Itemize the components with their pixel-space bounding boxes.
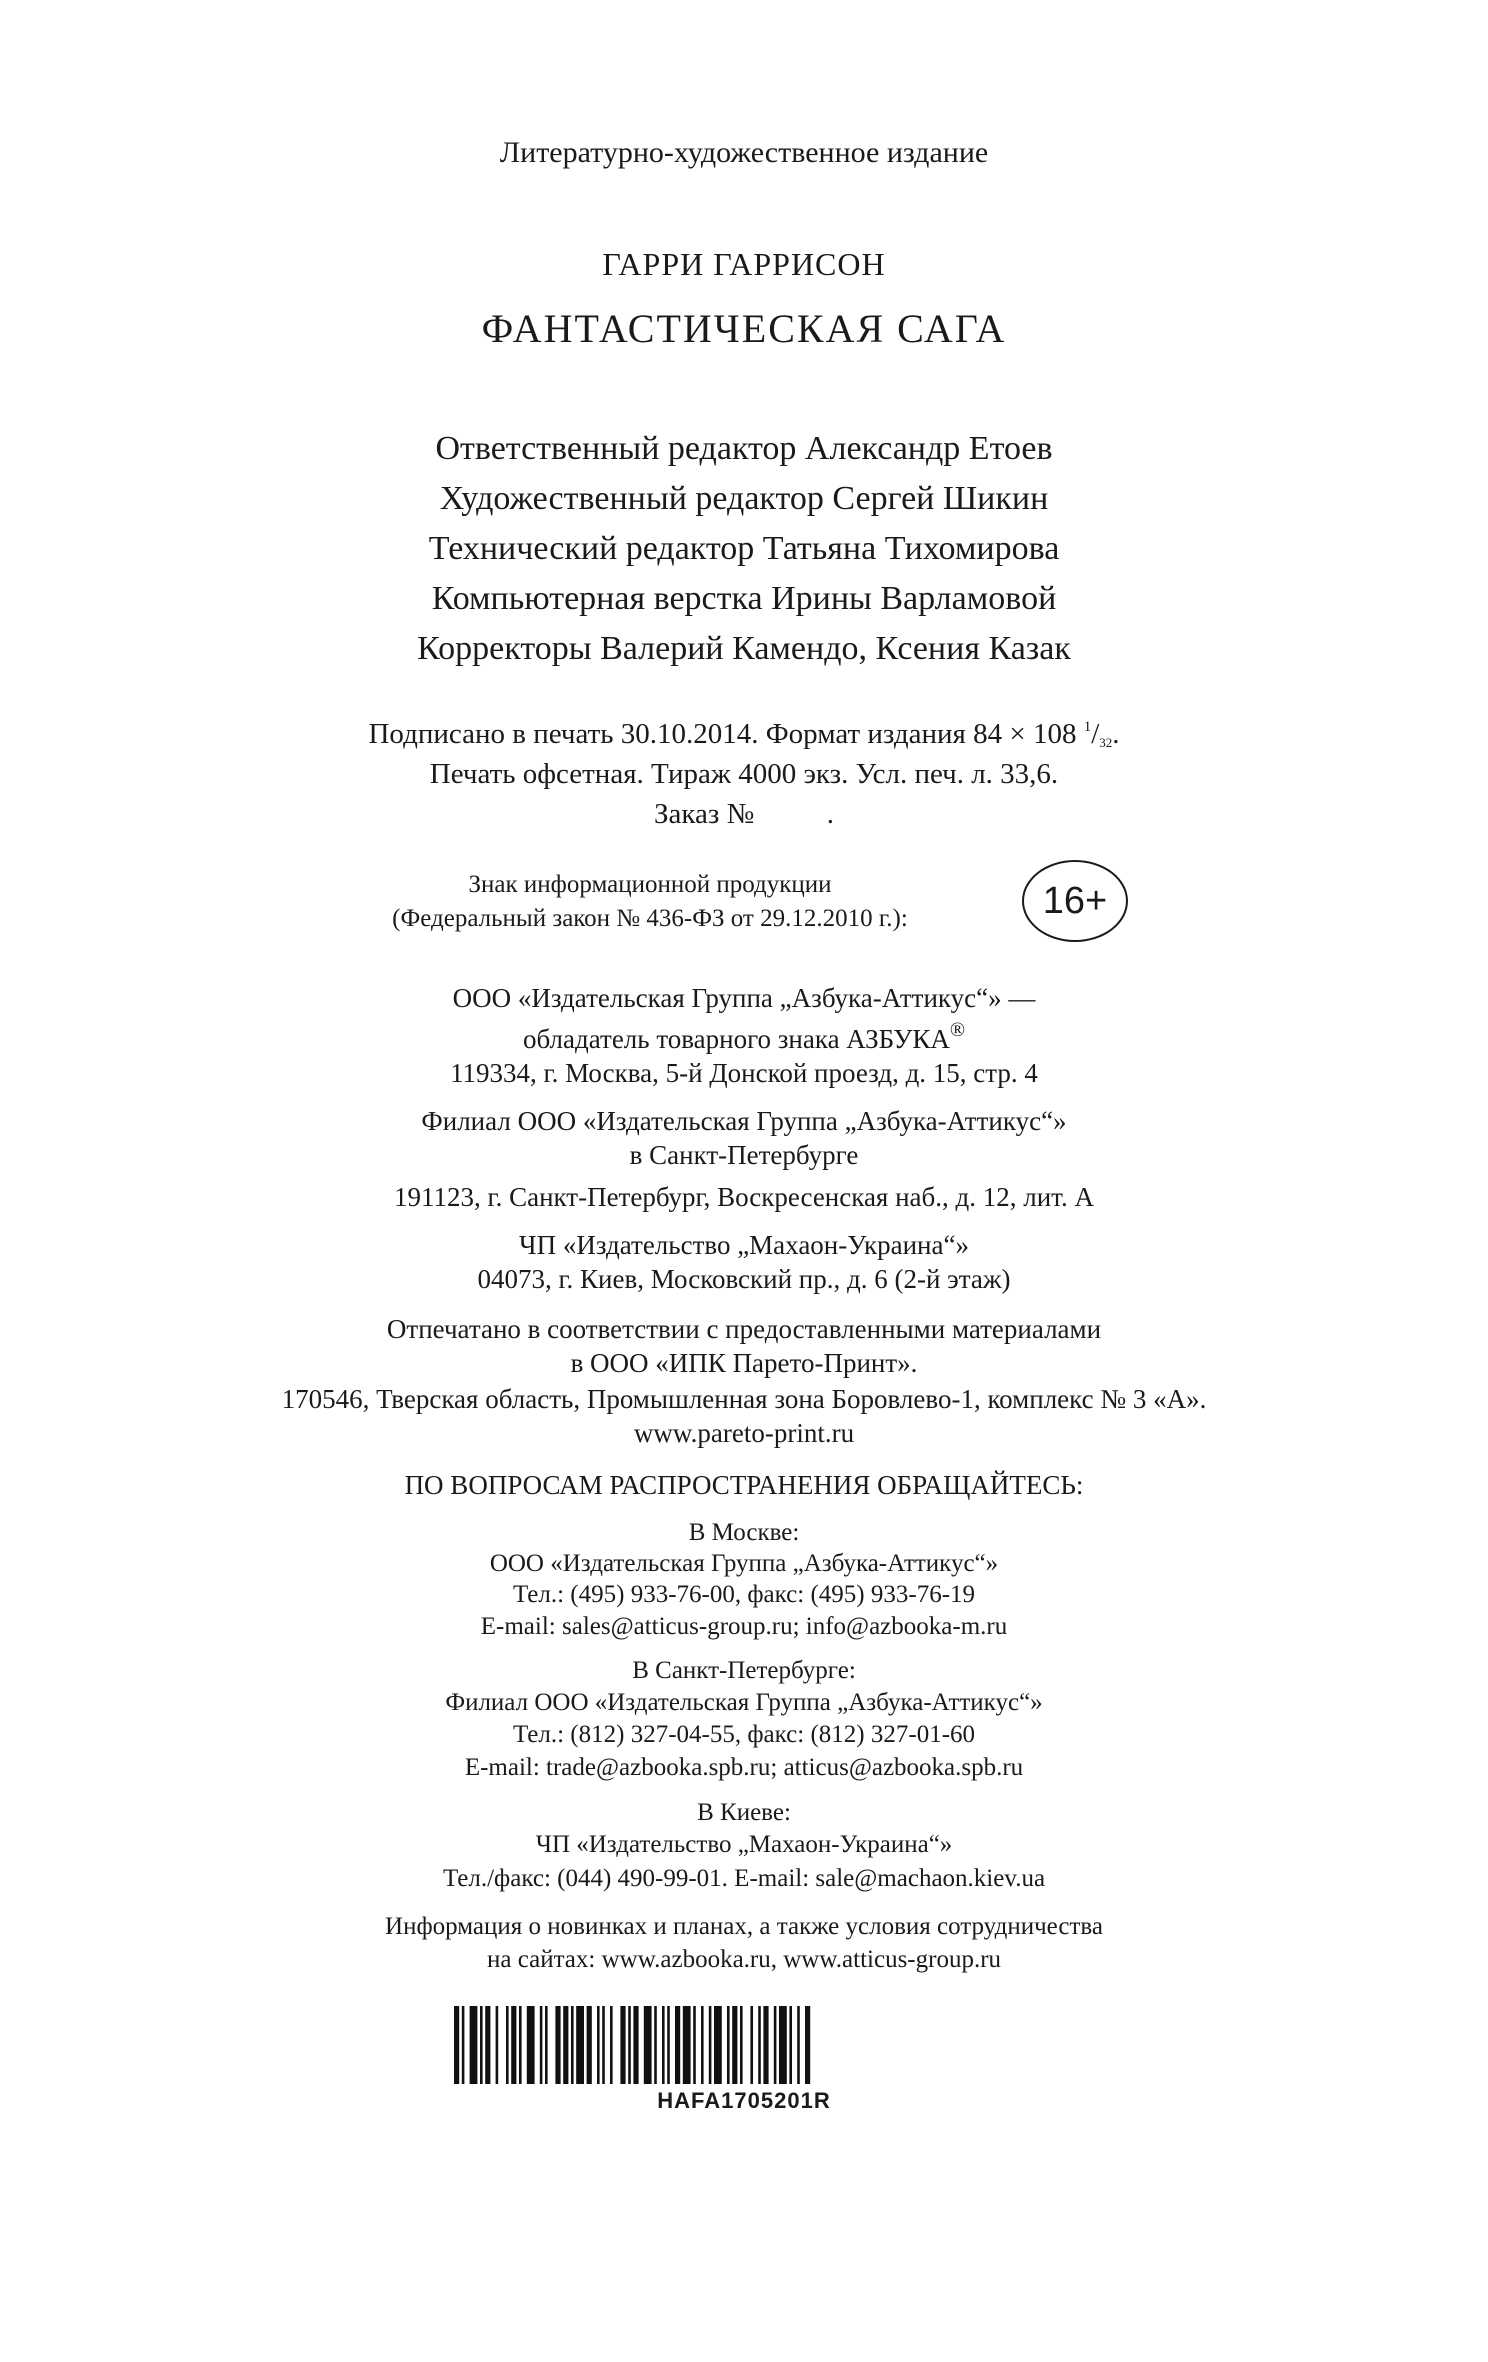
age-rating-label-line-2: (Федеральный закон № 436-ФЗ от 29.12.2010 г.):: [392, 905, 908, 932]
moscow-title: В Москве:: [688, 1519, 800, 1546]
barcode-bar: [571, 2006, 574, 2084]
book-author: ГАРРИ ГАРРИСОН: [602, 246, 886, 282]
barcode-bar: [620, 2006, 625, 2084]
barcode-bar: [797, 2006, 800, 2084]
registered-trademark-symbol: ®: [949, 1019, 966, 1041]
format-fraction-denominator: 32: [1099, 735, 1113, 750]
trademark-owner: обладатель товарного знака АЗБУКА: [522, 1024, 950, 1054]
spb-email: E-mail: trade@azbooka.spb.ru; atticus@azbooka.spb.ru: [464, 1754, 1024, 1781]
edition-type: Литературно-художественное издание: [499, 136, 989, 169]
moscow-phone: Тел.: (495) 933-76-00, факс: (495) 933-76-19: [512, 1581, 976, 1608]
barcode-bar: [701, 2006, 704, 2084]
barcode-bar: [602, 2006, 605, 2084]
barcode-bar: [540, 2006, 543, 2084]
barcode-bar: [480, 2006, 483, 2084]
printer-line: Отпечатано в соответствии с предоставленными материалами: [386, 1314, 1102, 1344]
barcode-bar: [563, 2006, 568, 2084]
print-info-line-1: Подписано в печать 30.10.2014. Формат издания 84 × 108 $^1/_{32}$.: [368, 718, 1120, 750]
age-rating-label-line-1: Знак информационной продукции: [468, 871, 832, 898]
barcode-bar: [789, 2006, 792, 2084]
barcode: [444, 2006, 1044, 2116]
format-fraction-numerator: 1: [1083, 719, 1092, 735]
publisher-trademark-line: [0, 1020, 1488, 1053]
branch-city: в Санкт-Петербурге: [629, 1140, 859, 1170]
kiev-title: В Киеве:: [697, 1799, 791, 1826]
kiev-company: ЧП «Издательство „Махаон-Украина“»: [535, 1831, 953, 1858]
barcode-bar: [774, 2006, 777, 2084]
barcode-bar: [506, 2006, 509, 2084]
barcode-bar: [485, 2006, 490, 2084]
ukraine-address: 04073, г. Киев, Московский пр., д. 6 (2-й этаж): [477, 1264, 1011, 1294]
print-info-line-2: Печать офсетная. Тираж 4000 экз. Усл. печ. л. 33,6.: [429, 758, 1059, 790]
barcode-bar: [727, 2006, 730, 2084]
credit-line: Технический редактор Татьяна Тихомирова: [428, 530, 1060, 567]
barcode-bar: [555, 2006, 560, 2084]
spb-title: В Санкт-Петербурге:: [632, 1657, 856, 1684]
kiev-contact: Тел./факс: (044) 490-99-01. E-mail: sale@machaon.kiev.ua: [442, 1865, 1046, 1892]
spb-phone: Тел.: (812) 327-04-55, факс: (812) 327-01-60: [512, 1721, 976, 1748]
barcode-bar: [675, 2006, 680, 2084]
barcode-bar: [805, 2006, 810, 2084]
barcode-bar: [667, 2006, 670, 2084]
distribution-heading: ПО ВОПРОСАМ РАСПРОСТРАНЕНИЯ ОБРАЩАЙТЕСЬ:: [404, 1470, 1084, 1500]
branch-line: Филиал ООО «Издательская Группа „Азбука-Аттикус“»: [421, 1106, 1067, 1136]
printer-address: 170546, Тверская область, Промышленная зона Боровлево-1, комплекс № 3 «А».: [281, 1384, 1207, 1414]
barcode-bar: [633, 2006, 638, 2084]
publisher-line: ООО «Издательская Группа „Азбука-Аттикус“» —: [452, 983, 1036, 1013]
barcode-bar: [470, 2006, 478, 2084]
info-websites: на сайтах: www.azbooka.ru, www.atticus-group.ru: [486, 1946, 1002, 1973]
barcode-bars: [444, 2006, 1044, 2088]
barcode-bar: [662, 2006, 665, 2084]
spb-company: Филиал ООО «Издательская Группа „Азбука-Аттикус“»: [445, 1689, 1043, 1716]
barcode-bar: [628, 2006, 631, 2084]
barcode-bar: [527, 2006, 535, 2084]
credit-line: Ответственный редактор Александр Етоев: [435, 430, 1053, 467]
barcode-bar: [683, 2006, 691, 2084]
print-format-end: .: [1112, 718, 1120, 750]
branch-address: 191123, г. Санкт-Петербург, Воскресенская наб., д. 12, лит. А: [394, 1182, 1094, 1212]
barcode-bar: [654, 2006, 657, 2084]
printer-name: в ООО «ИПК Парето-Принт».: [570, 1348, 918, 1378]
barcode-bar: [693, 2006, 696, 2084]
barcode-bar: [511, 2006, 516, 2084]
barcode-label: HAFA1705201R: [657, 2088, 831, 2113]
book-title: ФАНТАСТИЧЕСКАЯ САГА: [481, 306, 1007, 351]
age-rating-block: [0, 860, 1488, 950]
barcode-bar: [763, 2006, 768, 2084]
barcode-bar: [732, 2006, 737, 2084]
barcode-bar: [779, 2006, 787, 2084]
barcode-bar: [740, 2006, 743, 2084]
publisher-address: 119334, г. Москва, 5-й Донской проезд, д. 15, стр. 4: [450, 1058, 1038, 1088]
credit-line: Корректоры Валерий Камендо, Ксения Казак: [417, 630, 1071, 667]
printer-website: www.pareto-print.ru: [633, 1418, 855, 1448]
barcode-bar: [714, 2006, 722, 2084]
barcode-bar: [576, 2006, 584, 2084]
moscow-company: ООО «Издательская Группа „Азбука-Аттикус“»: [489, 1550, 999, 1577]
barcode-bar: [597, 2006, 600, 2084]
ukraine-publisher: ЧП «Издательство „Махаон-Украина“»: [519, 1230, 969, 1260]
age-rating-badge: 16+: [1022, 860, 1128, 942]
barcode-bar: [610, 2006, 613, 2084]
barcode-bar: [587, 2006, 592, 2084]
barcode-bar: [545, 2006, 548, 2084]
barcode-bar: [454, 2006, 459, 2084]
credit-line: Компьютерная верстка Ирины Варламовой: [431, 580, 1057, 617]
barcode-bar: [519, 2006, 522, 2084]
barcode-bar: [750, 2006, 753, 2084]
credit-line: Художественный редактор Сергей Шикин: [439, 480, 1049, 517]
barcode-bar: [644, 2006, 652, 2084]
barcode-bar: [462, 2006, 465, 2084]
info-line: Информация о новинках и планах, а также условия сотрудничества: [385, 1913, 1103, 1940]
barcode-bar: [709, 2006, 712, 2084]
barcode-bar: [496, 2006, 499, 2084]
age-rating-label: [300, 868, 1000, 936]
print-format: Подписано в печать 30.10.2014. Формат издания 84 × 108: [368, 718, 1084, 750]
moscow-email: E-mail: sales@atticus-group.ru; info@azbooka-m.ru: [480, 1613, 1008, 1640]
barcode-bar: [758, 2006, 761, 2084]
order-number: Заказ № .: [653, 798, 835, 830]
